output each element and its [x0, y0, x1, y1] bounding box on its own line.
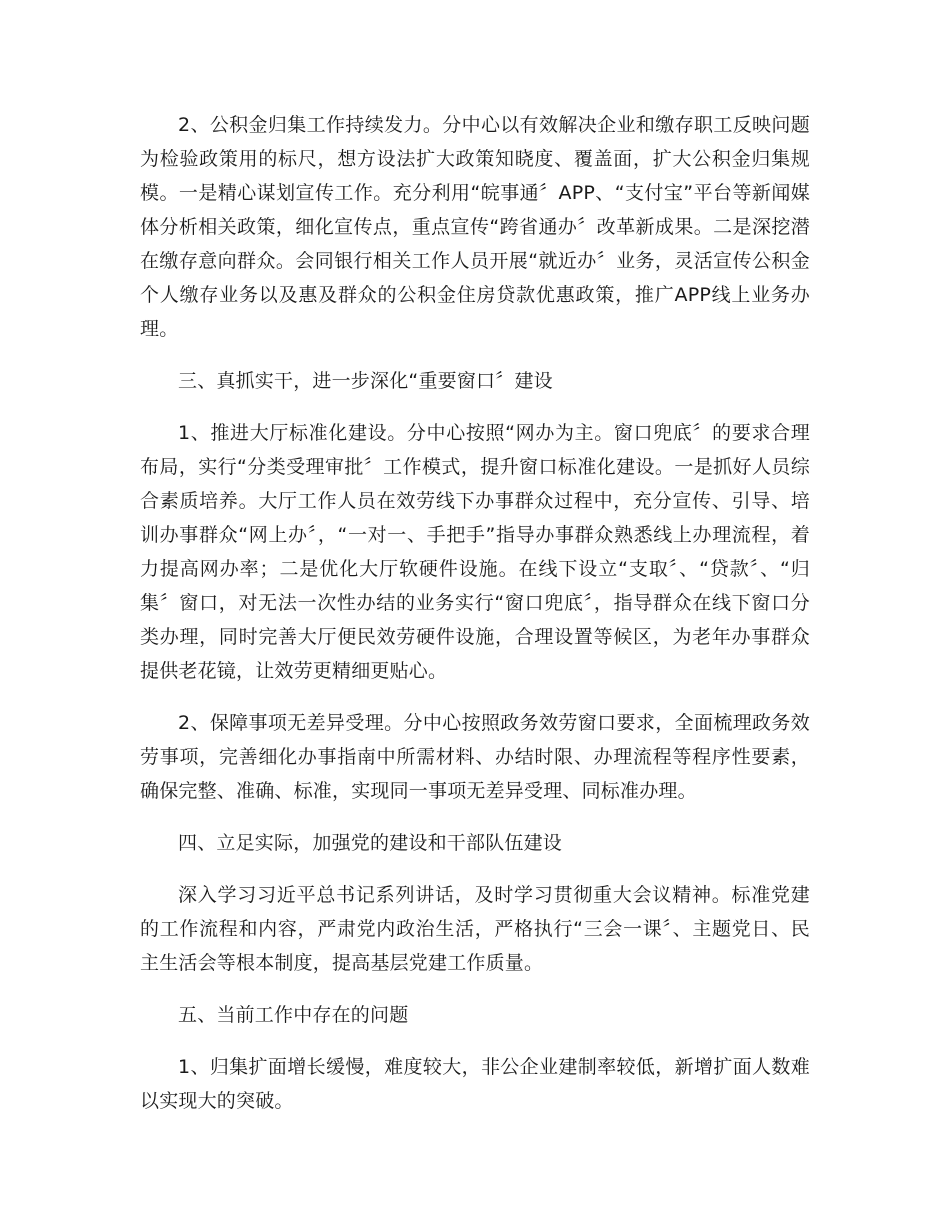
section-heading-existing-problems: 五、当前工作中存在的问题: [178, 1004, 409, 1026]
paragraph-housing-fund-collection: 2、公积金归集工作持续发力。分中心以有效解决企业和缴存职工反映问题为检验政策用的标尺，想方设法扩大政策知晓度、覆盖面，扩大公积金归集规模。一是精心谋划宣传工作。充分利用“皖事通〞APP、“支付宝”平台等新闻媒体分析相关政策，细化宣传点，重点宣传“跨省通办〞改革新成果。二是深挖潜在缴存意向群众。会同银行相关工作人员开展“就近办〞业务，灵活宣传公积金个人缴存业务以及惠及群众的公积金住房贷款优惠政策，推广APP线上业务办理。: [140, 114, 810, 340]
paragraph-no-difference-acceptance: 2、保障事项无差异受理。分中心按照政务效劳窗口要求，全面梳理政务效劳事项，完善细化办事指南中所需材料、办结时限、办理流程等程序性要素，确保完整、准确、标准，实现同一事项无差异受理、同标准办理。: [140, 712, 810, 802]
section-heading-window-construction: 三、真抓实干，进一步深化“重要窗口〞建设: [178, 370, 553, 392]
paragraph-collection-growth-slow: 1、归集扩面增长缓慢，难度较大，非公企业建制率较低，新增扩面人数难以实现大的突破。: [140, 1056, 810, 1112]
paragraph-party-study: 深入学习习近平总书记系列讲话，及时学习贯彻重大会议精神。标准党建的工作流程和内容，严肃党内政治生活，严格执行“三会一课〞、主题党日、民主生活会等根本制度，提高基层党建工作质量。: [140, 884, 810, 974]
paragraph-hall-standardization: 1、推进大厅标准化建设。分中心按照“网办为主。窗口兜底〞的要求合理布局，实行“分类受理审批〞工作模式，提升窗口标准化建设。一是抓好人员综合素质培养。大厅工作人员在效劳线下办事群众过程中，充分宣传、引导、培训办事群众“网上办〞，“一对一、手把手”指导办事群众熟悉线上办理流程，着力提高网办率；二是优化大厅软硬件设施。在线下设立“支取〞、“贷款〞、“归集〞窗口，对无法一次性办结的业务实行“窗口兜底〞，指导群众在线下窗口分类办理，同时完善大厅便民效劳硬件设施，合理设置等候区，为老年办事群众提供老花镜，让效劳更精细更贴心。: [140, 422, 810, 682]
section-heading-party-building: 四、立足实际，加强党的建设和干部队伍建设: [178, 832, 563, 854]
